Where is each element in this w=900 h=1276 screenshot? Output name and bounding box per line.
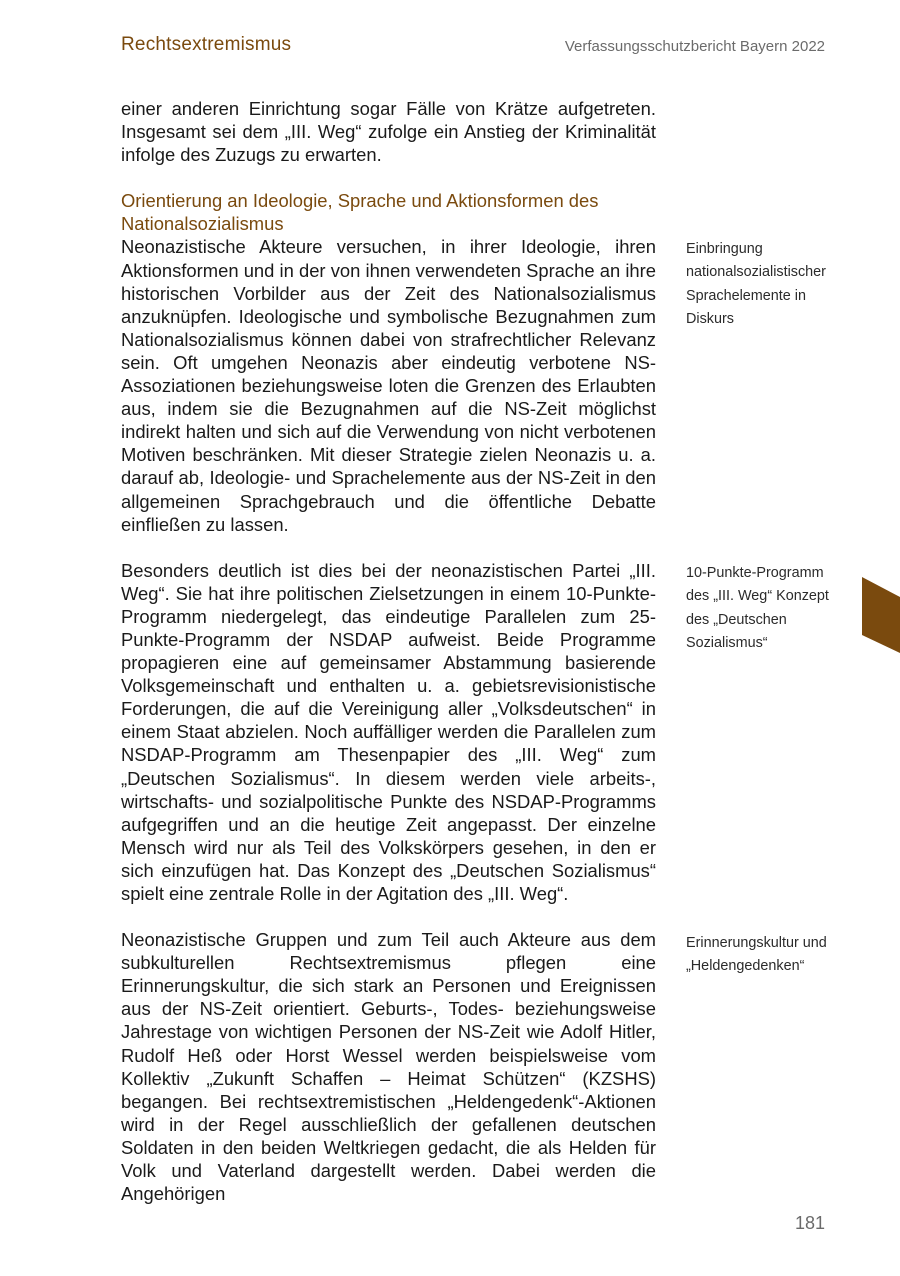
main-text-column [121, 97, 656, 1205]
margin-note-erinnerungskultur: Erinnerungskultur und „Heldengedenken“ [686, 935, 827, 975]
section-heading: Orientierung an Ideologie, Sprache und Aktionsformen des Nationalsozialismus [121, 190, 599, 235]
body-paragraph-3: Neonazistische Gruppen und zum Teil auch Akteure aus dem subkulturellen Rechtsextremismus pflegen eine Erinnerungskultur, die sich stark an Personen und Ereignissen aus der NS-Zeit orientiert. Geburts-, Todes- beziehungsweise Jahrestage von wichtigen Personen der NS-Zeit wie Adolf Hitler, Rudolf Heß oder Horst Wessel werden beispielsweise vom Kollektiv „Zukunft Schaffen – Heimat Schützen“ (KZSHS) begangen. Bei rechtsextremistischen „Heldengedenk“-Aktionen wird in der Regel ausschließlich der gefallenen deutschen Soldaten in den beiden Weltkriegen gedacht, die als Helden für Volk und Vaterland dargestellt werden. Dabei werden die Angehörigen [121, 929, 656, 1205]
header-section-title: Rechtsextremismus [121, 34, 292, 55]
margin-note-programm: 10-Punkte-Programm des „III. Weg“ Konzept des „Deutschen Sozialismus“ [686, 565, 829, 651]
chapter-tab-marker [862, 577, 900, 653]
header-report-title: Verfassungsschutzbericht Bayern 2022 [564, 38, 825, 55]
body-paragraph-1: Neonazistische Akteure versuchen, in ihrer Ideologie, ihren Aktionsformen und in der von ihnen verwendeten Sprache an ihre historischen Vorbilder aus der Zeit des Nationalsozialismus anzuknüpfen. Ideologische und symbolische Bezugnahmen zum Nationalsozialismus können dabei von strafrechtlicher Relevanz sein. Oft umgehen Neonazis aber eindeutig verbotene NS-Assoziationen beziehungsweise loten die Grenzen des Erlaubten aus, indem sie die Bezugnahmen auf die NS-Zeit möglichst indirekt halten und sich auf die Verwendung von nicht verbotenen Motiven beschränken. Mit dieser Strategie zielen Neonazis u. a. darauf ab, Ideologie- und Sprachelemente aus der NS-Zeit in den allgemeinen Sprachgebrauch und die öffentliche Debatte einfließen zu lassen. [121, 236, 656, 535]
page-number: 181 [794, 1213, 825, 1233]
intro-paragraph: einer anderen Einrichtung sogar Fälle von Krätze aufgetreten. Insgesamt sei dem „III. Weg“ zufolge ein Anstieg der Kriminalität infolge des Zuzugs zu erwarten. [121, 98, 656, 166]
chapter-tab-shape [862, 577, 900, 653]
margin-note-sprachelemente: Einbringung nationalsozialistischer Sprachelemente in Diskurs [686, 241, 826, 327]
body-paragraph-2: Besonders deutlich ist dies bei der neonazistischen Partei „III. Weg“. Sie hat ihre politischen Zielsetzungen in einem 10-Punkte-Programm niedergelegt, das eindeutige Parallelen zum 25-Punkte-Programm der NSDAP aufweist. Beide Programme propagieren eine auf gemeinsamer Abstammung basierende Volksgemeinschaft und enthalten u. a. gebietsrevisionistische Forderungen, die auf die Vereinigung aller „Volksdeutschen“ in einem Staat abzielen. Noch auffälliger werden die Parallelen zum NSDAP-Programm am Thesenpapier des „III. Weg“ zum „Deutschen Sozialismus“. In diesem werden viele arbeits-, wirtschafts- und sozialpolitische Punkte des NSDAP-Programms aufgegriffen und an die heutige Zeit angepasst. Der einzelne Mensch wird nur als Teil des Volkskörpers gesehen, in den er sich einzufügen hat. Das Konzept des „Deutschen Sozialismus“ spielt eine zentrale Rolle in der Agitation des „III. Weg“. [121, 559, 656, 904]
